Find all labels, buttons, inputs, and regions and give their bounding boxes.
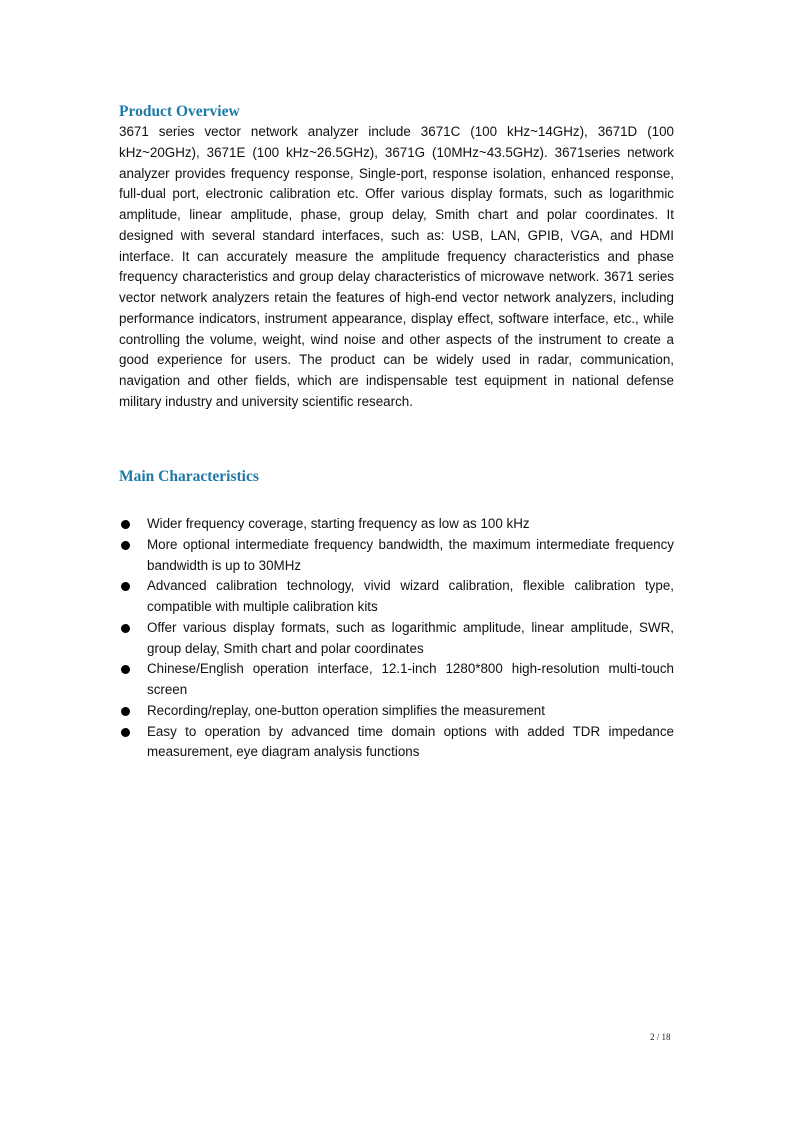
- list-item-text: Chinese/English operation interface, 12.1-inch 1280*800 high-resolution multi-touch screen: [147, 661, 674, 697]
- bullet-icon: [121, 665, 130, 674]
- list-item-text: Offer various display formats, such as logarithmic amplitude, linear amplitude, SWR, group delay, Smith chart and polar coordinates: [147, 619, 674, 656]
- bullet-icon: [121, 541, 130, 550]
- bullet-icon: [121, 728, 130, 737]
- bullet-icon: [121, 582, 130, 591]
- bullet-icon: [121, 520, 130, 529]
- list-item: [119, 514, 674, 535]
- bullet-icon: [121, 707, 130, 716]
- page-number: 2 / 18: [650, 1032, 671, 1042]
- product-overview-heading: Product Overview: [119, 103, 240, 120]
- list-item-text: More optional intermediate frequency bandwidth, the maximum intermediate frequency bandwidth is up to 30MHz: [147, 536, 674, 573]
- list-item: [119, 535, 674, 577]
- bullet-icon: [121, 624, 130, 633]
- list-item: [119, 659, 674, 701]
- list-item: [119, 701, 674, 722]
- main-characteristics-heading: Main Characteristics: [119, 468, 259, 485]
- list-item-text: Recording/replay, one-button operation simplifies the measurement: [147, 702, 545, 718]
- list-item: [119, 722, 674, 764]
- list-item: [119, 576, 674, 618]
- list-item-text: Easy to operation by advanced time domain options with added TDR impedance measurement, eye diagram analysis functions: [147, 723, 674, 760]
- list-item-text: Wider frequency coverage, starting frequency as low as 100 kHz: [147, 516, 530, 531]
- product-overview-paragraph: 3671 series vector network analyzer include 3671C (100 kHz~14GHz), 3671D (100 kHz~20GHz), 3671E (100 kHz~26.5GHz), 3671G (10MHz~43.5GHz). 3671series network analyzer provides frequency response, Single-port, response isolation, enhanced response, full-dual port, electronic calibration etc. Offer various display formats, such as logarithmic amplitude, linear amplitude, phase, group delay, Smith chart and polar coordinates. It designed with several standard interfaces, such as: USB, LAN, GPIB, VGA, and HDMI interface. It can accurately measure the amplitude frequency characteristics and phase frequency characteristics and group delay characteristics of microwave network. 3671 series vector network analyzers retain the features of high-end vector network analyzers, including performance indicators, instrument appearance, display effect, software interface, etc., while controlling the volume, weight, wind noise and other aspects of the instrument to create a good experience for users. The product can be widely used in radar, communication, navigation and other fields, which are indispensable test equipment in national defense military industry and university scientific research.: [119, 124, 674, 409]
- list-item: [119, 618, 674, 660]
- list-item-text: Advanced calibration technology, vivid wizard calibration, flexible calibration type, compatible with multiple calibration kits: [147, 578, 674, 614]
- characteristics-list: [119, 514, 674, 763]
